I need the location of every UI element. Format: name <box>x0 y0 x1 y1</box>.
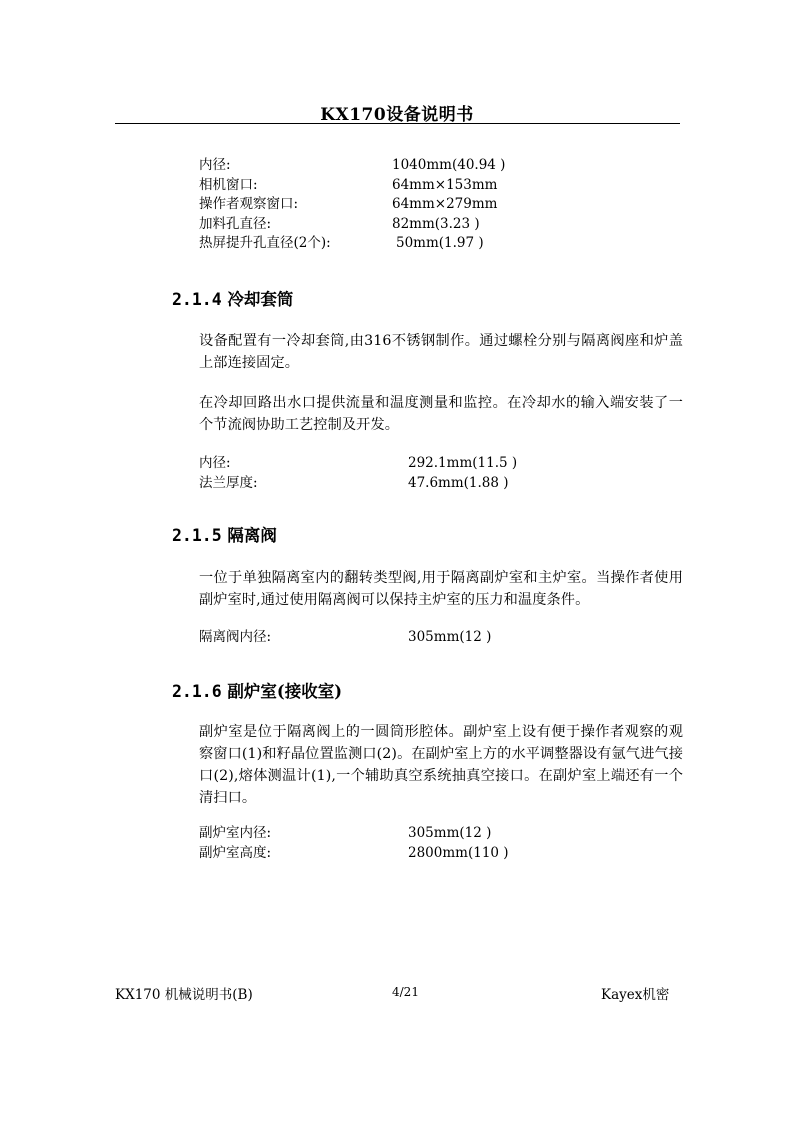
page-header-title: KX170设备说明书 <box>320 105 474 125</box>
spec-label: 内径: <box>199 157 231 173</box>
spec-label: 副炉室高度: <box>199 844 272 861</box>
section-number: 2.1.6 <box>172 682 222 701</box>
section-heading-sub-chamber <box>172 678 342 702</box>
spec-value: 1040mm(40.94 ) <box>392 157 506 173</box>
spec-label: 热屏提升孔直径(2个): <box>199 235 331 251</box>
section-title-text: 副炉室(接收室) <box>227 682 343 701</box>
spec-label: 内径: <box>199 455 231 471</box>
section-number: 2.1.5 <box>172 526 222 545</box>
spec-label: 操作者观察窗口: <box>199 196 299 212</box>
paragraph: 一位于单独隔离室内的翻转类型阀,用于隔离副炉室和主炉室。当操作者使用副炉室时,通过使用隔离阀可以保持主炉室的压力和温度条件。 <box>199 570 683 608</box>
spec-value: 305mm(12 ) <box>408 629 492 645</box>
spec-value: 292.1mm(11.5 ) <box>408 455 518 471</box>
spec-label: 隔离阀内径: <box>199 629 272 645</box>
footer-doc-name: KX170 机械说明书(B) <box>115 987 253 1003</box>
spec-value: 64mm×279mm <box>392 196 498 212</box>
section-title-text: 冷却套筒 <box>227 290 294 309</box>
section-heading-isolation-valve <box>172 522 277 546</box>
section-title-text: 隔离阀 <box>227 526 277 545</box>
spec-value: 305mm(12 ) <box>408 825 492 841</box>
section-heading-cooling-sleeve <box>172 286 293 310</box>
section-number: 2.1.4 <box>172 290 222 309</box>
spec-value: 64mm×153mm <box>392 176 498 193</box>
paragraph: 设备配置有一冷却套筒,由316不锈钢制作。通过螺栓分别与隔离阀座和炉盖上部连接固定。 <box>199 333 683 371</box>
spec-value: 50mm(1.97 ) <box>396 235 484 251</box>
footer-page-number: 4/21 <box>392 985 419 999</box>
spec-value: 47.6mm(1.88 ) <box>408 474 509 491</box>
spec-label: 副炉室内径: <box>199 825 272 841</box>
paragraph: 副炉室是位于隔离阀上的一圆筒形腔体。副炉室上设有便于操作者观察的观察窗口(1)和籽晶位置监测口(2)。在副炉室上方的水平调整器设有氩气进气接口(2),熔体测温计(1),一个辅助真空系统抽真空接口。在副炉室上端还有一个清扫口。 <box>199 724 683 806</box>
spec-label: 加料孔直径: <box>199 215 272 232</box>
spec-label: 法兰厚度: <box>199 474 258 491</box>
spec-value: 2800mm(110 ) <box>408 844 509 861</box>
header-divider <box>115 123 680 124</box>
spec-value: 82mm(3.23 ) <box>392 215 480 232</box>
paragraph: 在冷却回路出水口提供流量和温度测量和监控。在冷却水的输入端安装了一个节流阀协助工艺控制及开发。 <box>199 395 683 433</box>
spec-label: 相机窗口: <box>199 176 258 193</box>
footer-confidential: Kayex机密 <box>601 987 670 1003</box>
